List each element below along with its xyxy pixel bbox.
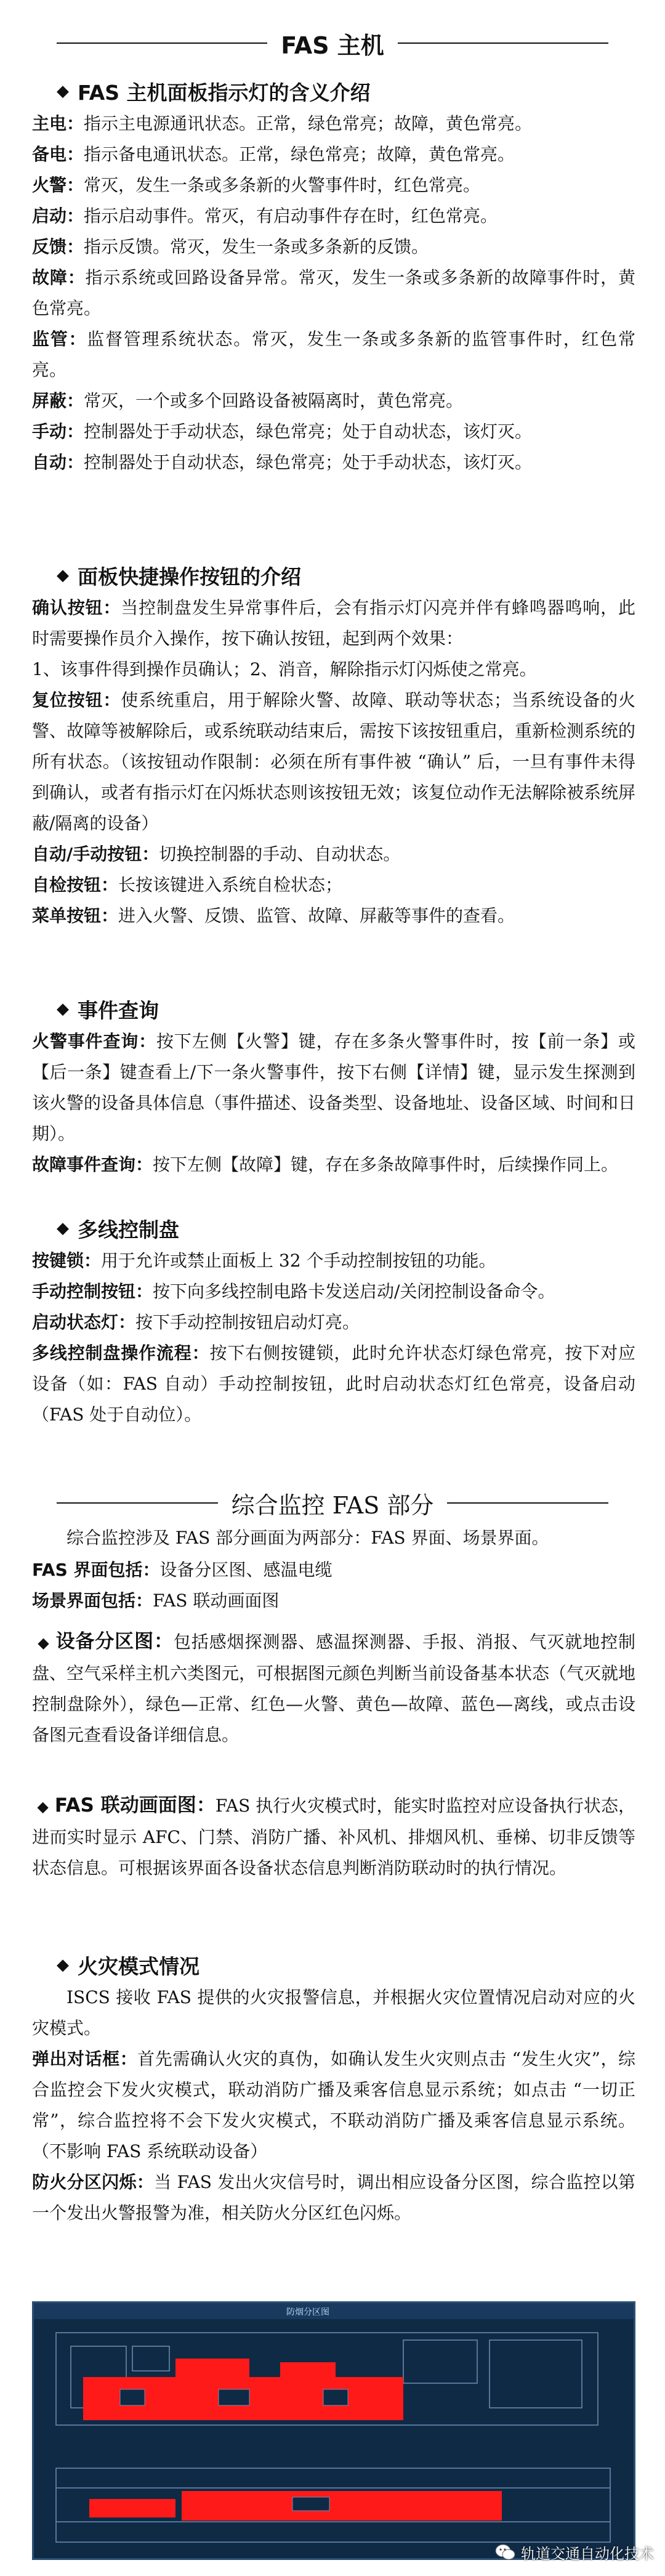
list-item — [32, 1149, 635, 1180]
item-text: 按下左侧【火警】键，存在多条火警事件时，按【前一条】或【后一条】键查看上/下一条火警事件，按下右侧【详情】键，显示发生探测到该火警的设备具体信息（事件描述、设备类型、设备地址、设备区域、时间和日期）。 — [32, 1031, 636, 1144]
item-label: 主电： — [32, 113, 84, 134]
item-text: 设备分区图、感温电缆 — [159, 1560, 332, 1580]
item-label: 启动状态灯： — [32, 1312, 136, 1332]
item-label: 菜单按钮： — [32, 905, 119, 926]
list-item — [32, 1245, 635, 1276]
room-block — [120, 2389, 145, 2405]
diamond-icon: ◆ — [57, 566, 69, 585]
item-text: 指示主电源通讯状态。正常，绿色常亮；故障，黄色常亮。 — [84, 113, 533, 134]
list-item — [32, 170, 635, 201]
item-label: 监管： — [32, 329, 87, 349]
diamond-icon: ◆ — [32, 1634, 50, 1651]
list-item — [32, 2044, 635, 2167]
room-block — [490, 2340, 582, 2408]
list-item — [32, 1307, 635, 1338]
list-item — [32, 685, 635, 839]
paragraph-text: 包括感烟探测器、感温探测器、手报、消报、气灭就地控制盘、空气采样主机六类图元，可根据图元颜色判断当前设备基本状态（气灭就地控制盘除外），绿色—正常、红色—火警、黄色—故障、蓝色—离线，或点击设备图元查看设备详细信息。 — [32, 1632, 636, 1745]
item-label: 启动： — [32, 206, 84, 226]
section-title-fas — [43, 25, 622, 62]
item-label: 反馈： — [32, 237, 84, 257]
map-header-label: 防烟分区图 — [286, 2307, 329, 2317]
linkage-paragraph — [32, 1790, 635, 1884]
item-label: 火警： — [32, 175, 84, 195]
panel-buttons-list — [32, 593, 635, 931]
item-text: 1、该事件得到操作员确认；2、消音，解除指示灯闪烁使之常亮。 — [32, 659, 537, 679]
wechat-icon — [495, 2543, 516, 2562]
inline-heading — [32, 1630, 174, 1653]
item-text: 按下向多线控制电路卡发送启动/关闭控制设备命令。 — [153, 1281, 555, 1302]
alarm-zone-lower — [182, 2491, 502, 2521]
heading-panel-lights — [57, 75, 611, 107]
item-text: 常灭，一个或多个回路设备被隔离时，黄色常亮。 — [84, 391, 464, 411]
section-title-iscs — [43, 1484, 622, 1521]
list-item — [32, 201, 635, 232]
device-map-paragraph — [32, 1626, 635, 1751]
fire-mode-list — [32, 2044, 635, 2229]
item-label: 按键锁： — [32, 1250, 102, 1271]
item-label: 火警事件查询： — [32, 1031, 156, 1051]
heading-text: 火灾模式情况 — [78, 1954, 200, 1979]
room-block — [132, 2346, 169, 2371]
item-label: 防火分区闪烁： — [32, 2172, 155, 2192]
item-text: 控制器处于手动状态，绿色常亮；处于自动状态，该灯灭。 — [84, 421, 533, 442]
item-text: 当控制盘发生异常事件后，会有指示灯闪亮并伴有蜂鸣器鸣响，此时需要操作员介入操作，按下确认按钮，起到两个效果： — [32, 597, 635, 649]
inline-heading — [32, 1794, 216, 1817]
watermark-text: 轨道交通自动化技术 — [521, 2545, 654, 2562]
diamond-icon: ◆ — [57, 1000, 69, 1018]
item-text: 按下右侧按键锁，此时允许状态灯绿色常亮，按下对应设备（如：FAS 自动）手动控制按钮，此时启动状态灯红色常亮，设备启动（FAS 处于自动位）。 — [32, 1343, 635, 1425]
watermark — [495, 2542, 654, 2563]
item-text: 控制器处于自动状态，绿色常亮；处于手动状态，该灯灭。 — [84, 452, 533, 472]
item-label: 手动： — [32, 421, 84, 442]
title-rule-right — [447, 1502, 608, 1504]
list-item — [32, 870, 635, 901]
item-text: 切换控制器的手动、自动状态。 — [159, 844, 401, 864]
diamond-icon: ◆ — [57, 1956, 69, 1974]
item-text: 进入火警、反馈、监管、故障、屏蔽等事件的查看。 — [118, 905, 515, 926]
list-item — [32, 1555, 635, 1586]
list-item — [32, 1586, 635, 1616]
list-item — [32, 839, 635, 870]
list-item — [32, 262, 635, 324]
list-item — [32, 901, 635, 931]
item-label: 复位按钮： — [32, 690, 121, 710]
heading-text: 多线控制盘 — [78, 1217, 179, 1242]
intro-text: ISCS 接收 FAS 提供的火灾报警信息，并根据火灾位置情况启动对应的火灾模式。 — [32, 1987, 635, 2038]
list-item — [32, 232, 635, 262]
room-block — [403, 2340, 477, 2383]
list-item — [32, 416, 635, 447]
room-block — [323, 2389, 348, 2405]
heading-text: 事件查询 — [78, 998, 159, 1023]
heading-multiline — [57, 1212, 611, 1244]
diamond-icon: ◆ — [57, 82, 69, 100]
diamond-icon: ◆ — [32, 1798, 49, 1815]
list-item — [32, 1026, 635, 1149]
heading-text: FAS 联动画面图： — [54, 1794, 216, 1817]
iscs-list — [32, 1555, 635, 1616]
item-label: 弹出对话框： — [32, 2049, 138, 2069]
heading-event-query — [57, 993, 611, 1025]
item-text: 用于允许或禁止面板上 32 个手动控制按钮的功能。 — [101, 1250, 496, 1271]
item-text: 首先需确认火灾的真伪，如确认发生火灾则点击 “发生火灾”，综合监控会下发火灾模式，联动消防广播及乘客信息显示系统；如点击 “一切正常”，综合监控将不会下发火灾模式，不联动消防广播及乘客信息显示系统。（不影响 FAS 系统联动设备） — [32, 2049, 635, 2161]
item-text: 指示启动事件。常灭，有启动事件存在时，红色常亮。 — [84, 206, 498, 226]
title-rule-right — [398, 43, 608, 44]
list-item — [32, 1338, 635, 1430]
heading-text: 面板快捷操作按钮的介绍 — [78, 564, 301, 589]
item-text: 指示反馈。常灭，发生一条或多条新的反馈。 — [84, 237, 429, 257]
heading-text: FAS 主机面板指示灯的含义介绍 — [78, 80, 371, 105]
item-text: 常灭，发生一条或多条新的火警事件时，红色常亮。 — [84, 175, 481, 195]
item-text: 监督管理系统状态。常灭，发生一条或多条新的监管事件时，红色常亮。 — [32, 329, 635, 380]
room-block — [292, 2497, 329, 2511]
event-query-list — [32, 1026, 635, 1180]
item-text: 长按该键进入系统自检状态； — [118, 875, 343, 895]
title-rule-left — [57, 1502, 218, 1504]
item-label: 故障： — [32, 267, 86, 288]
map-drawing — [34, 2303, 634, 2558]
item-label: 确认按钮： — [32, 597, 121, 618]
item-text: 按下左侧【故障】键，存在多条故障事件时，后续操作同上。 — [153, 1154, 619, 1175]
list-item — [32, 139, 635, 170]
intro-text: 综合监控涉及 FAS 部分画面为两部分：FAS 界面、场景界面。 — [66, 1528, 549, 1548]
iscs-intro — [32, 1523, 635, 1553]
item-text: 指示系统或回路设备异常。常灭，发生一条或多条新的故障事件时，黄色常亮。 — [32, 267, 635, 318]
item-label: 手动控制按钮： — [32, 1281, 153, 1302]
item-label: 自动/手动按钮： — [32, 844, 159, 864]
paragraph-text: FAS 执行火灾模式时，能实时监控对应设备执行状态，进而实时显示 AFC、门禁、消防广播、补风机、排烟风机、垂梯、切非反馈等状态信息。可根据该界面各设备状态信息判断消防联动时的执行情况。 — [32, 1796, 635, 1878]
item-text: 使系统重启，用于解除火警、故障、联动等状态；当系统设备的火警、故障等被解除后，或系统联动结束后，需按下该按钮重启，重新检测系统的所有状态。（该按钮动作限制：必须在所有事件被 “确认” 后，一旦有事件未得到确认，或者有指示灯在闪烁状态则该按钮无效；该复位动作无法解除被系统屏蔽/隔离的设备） — [32, 690, 636, 833]
alarm-zone-lower — [89, 2499, 175, 2517]
item-label: 场景界面包括： — [32, 1590, 153, 1611]
heading-panel-buttons — [57, 559, 611, 591]
list-item — [32, 386, 635, 416]
item-label: 多线控制盘操作流程： — [32, 1343, 210, 1363]
list-item — [32, 593, 635, 654]
item-label: 自检按钮： — [32, 875, 119, 895]
item-label: 屏蔽： — [32, 391, 84, 411]
diamond-icon: ◆ — [57, 1219, 69, 1237]
section-title-text: 综合监控 FAS 部分 — [231, 1491, 434, 1519]
panel-lights-list — [32, 108, 635, 478]
item-label: 故障事件查询： — [32, 1154, 153, 1175]
item-text: FAS 联动画面图 — [153, 1590, 280, 1611]
item-text: 当 FAS 发出火灾信号时，调出相应设备分区图，综合监控以第一个发出火警报警为准，相关防火分区红色闪烁。 — [32, 2172, 635, 2223]
list-item — [32, 654, 635, 685]
alarm-zone-upper — [175, 2359, 249, 2377]
alarm-zone-upper — [280, 2362, 336, 2377]
room-block — [219, 2389, 249, 2405]
heading-text: 设备分区图： — [55, 1630, 174, 1653]
item-label: FAS 界面包括： — [32, 1560, 160, 1580]
list-item — [32, 2167, 635, 2229]
list-item — [32, 447, 635, 478]
station-zone-map — [32, 2301, 635, 2560]
item-label: 备电： — [32, 144, 84, 164]
item-text: 指示备电通讯状态。正常，绿色常亮；故障，黄色常亮。 — [84, 144, 515, 164]
list-item — [32, 1276, 635, 1307]
fire-mode-intro — [32, 1982, 635, 2044]
title-rule-left — [57, 43, 267, 44]
item-text: 按下手动控制按钮启动灯亮。 — [135, 1312, 360, 1332]
item-label: 自动： — [32, 452, 84, 472]
list-item — [32, 108, 635, 139]
list-item — [32, 324, 635, 386]
heading-fire-mode — [57, 1949, 611, 1981]
multiline-list — [32, 1245, 635, 1430]
section-title-text: FAS 主机 — [281, 31, 384, 59]
